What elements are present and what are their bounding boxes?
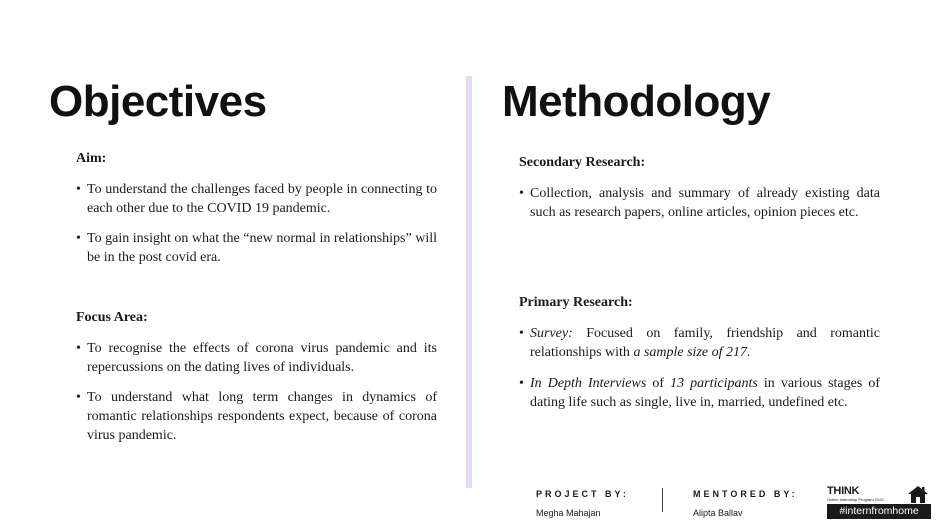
think-logo	[827, 485, 933, 519]
house-icon	[907, 485, 929, 503]
interviews-count: 13 participants	[670, 376, 758, 391]
survey-sample: a sample size of 217.	[633, 345, 751, 360]
survey-bullet	[519, 324, 880, 362]
secondary-bullet	[519, 184, 880, 222]
objectives-heading: Objectives	[49, 77, 267, 126]
focus-bullet	[76, 339, 437, 377]
survey-label: Survey:	[530, 326, 573, 341]
logo-subtitle: Online Internship Program 2020	[827, 497, 884, 502]
bullet-dot: •	[519, 186, 524, 201]
column-divider	[466, 76, 472, 488]
secondary-research-title: Secondary Research:	[519, 155, 646, 170]
interviews-of: of	[646, 376, 671, 391]
interviews-bullet	[519, 374, 881, 412]
interviews-label: In Depth Interviews	[530, 376, 647, 391]
bullet-dot: •	[76, 231, 81, 246]
interviews-text: in various stages of dating life such as single, live in, married, undefined etc.	[530, 376, 881, 410]
aim-bullet	[76, 180, 437, 218]
focus-bullet-text: To understand what long term changes in dynamics of romantic relationships respondents expect, because of corona virus pandemic.	[87, 390, 437, 443]
focus-bullet	[76, 388, 437, 445]
aim-bullet-text: To understand the challenges faced by people in connecting to each other due to the COVID 19 pandemic.	[87, 182, 437, 216]
bullet-dot: •	[76, 390, 81, 405]
intern-from-home-tag: #internfromhome	[827, 504, 931, 519]
methodology-heading: Methodology	[502, 77, 771, 126]
footer-separator	[662, 488, 663, 512]
bullet-dot: •	[519, 326, 524, 341]
focus-area-title: Focus Area:	[76, 310, 148, 325]
bullet-dot: •	[76, 341, 81, 356]
mentored-by-label: MENTORED BY:	[693, 489, 798, 499]
bullet-dot: •	[76, 182, 81, 197]
primary-research-title: Primary Research:	[519, 295, 633, 310]
mentored-by-name: Alipta Ballav	[693, 508, 743, 518]
survey-text: Focused on family, friendship and romantic relationships with	[530, 326, 880, 360]
aim-bullet-text: To gain insight on what the “new normal in relationships” will be in the post covid era.	[87, 231, 437, 265]
aim-bullet	[76, 229, 437, 267]
bullet-dot: •	[519, 376, 524, 391]
logo-brand: THINK	[827, 485, 860, 497]
project-by-label: PROJECT BY:	[536, 489, 629, 499]
project-by-name: Megha Mahajan	[536, 508, 601, 518]
secondary-bullet-text: Collection, analysis and summary of already existing data such as research papers, online articles, opinion pieces etc.	[530, 186, 880, 220]
aim-title: Aim:	[76, 151, 107, 166]
focus-bullet-text: To recognise the effects of corona virus pandemic and its repercussions on the dating lives of individuals.	[87, 341, 437, 375]
